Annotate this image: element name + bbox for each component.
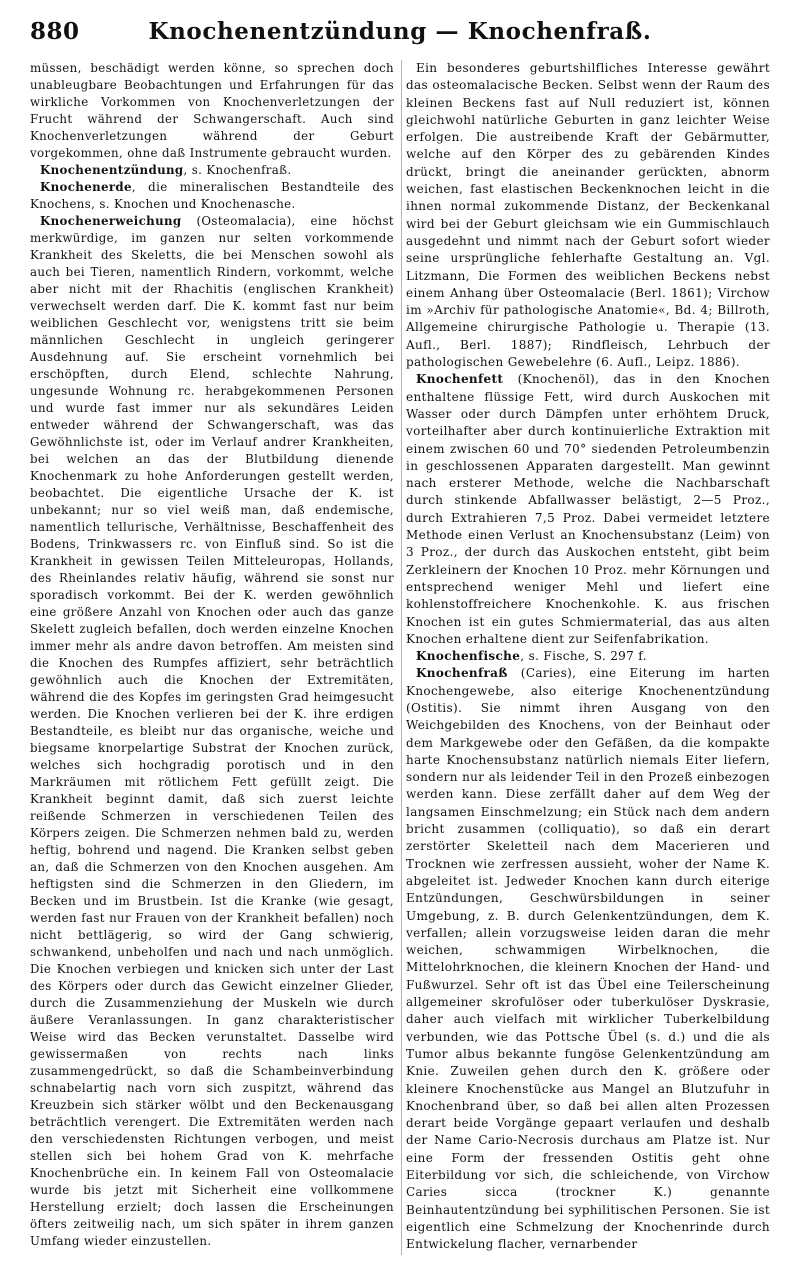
entry-text: , die mineralischen Bestandteile des Knochens, s. Knochen und Knochenasche. [30,180,394,211]
entry-text: , s. Fische, S. 297 f. [520,649,647,664]
entry-text: , s. Knochenfraß. [183,163,292,177]
headword: Knochenentzündung [40,163,184,177]
page-number: 880 [30,18,80,45]
headword: Knochenfett [416,372,504,387]
right-continuation-paragraph: Ein besonderes geburtshilfliches Interesse gewährt das osteomalacische Becken. Selbst wenn der Raum des kleinen Beckens fast auf Null reduziert ist, können gleichwohl natürliche Geburten in ganz leichter Weise erfolgen. Die austreibende Kraft der Gebärmutter, welche auf den Körper des zu gebärenden Kindes drückt, bringt die aneinander gerückten, abnorm weichen, fast elastischen Beckenknochen leicht in die ihnen normal zukommende Distanz, der Beckenkanal wird bei der Geburt gleichsam wie ein Gummischlauch ausgedehnt und nimmt nach der Geburt sofort wieder seine ursprüngliche fehlerhafte Gestaltung an. Vgl. Litzmann, Die Formen des weiblichen Beckens nebst einem Anhang über Osteomalacie (Berl. 1861); Virchow im »Archiv für pathologische Anatomie«, Bd. 4; Billroth, Allgemeine chirurgische Pathologie u. Therapie (13. Aufl., Berl. 1887); Rindfleisch, Lehrbuch der pathologischen Gewebelehre (6. Aufl., Leipz. 1886). [406,61,770,370]
headword: Knochenfraß [416,666,508,681]
headword: Knochenerweichung [40,214,182,228]
left-column [30,60,394,1265]
headword: Knochenfische [416,649,521,664]
page-header [30,10,770,56]
running-title: Knochenentzündung — Knochenfraß. [148,18,652,45]
right-column [406,60,770,1265]
entry-knochenfrass [406,665,770,1253]
entry-knochenfische [406,648,770,665]
entry-knochenerde [30,179,394,213]
headword: Knochenerde [40,180,132,194]
entry-knochenerweichung [30,213,394,1250]
column-divider [401,60,402,1255]
entry-text: (Caries), eine Eiterung im harten Knochengewebe, also eiterige Knochenentzündung (Ostitis). Sie nimmt ihren Ausgang von den Weichgebilden des Knochens, von der Beinhaut oder dem Markgewebe oder den Gefäßen, da die kompakte harte Knochensubstanz natürlich niemals Eiter liefern, sondern nur als leidender Teil in den Prozeß einbezogen werden kann. Diese zerfällt daher auf dem Weg der langsamen Einschmelzung; ein Stück nach dem andern bricht zusammen (colliquatio), so daß ein derart zerstörter Skeletteil nach dem Macerieren und Trocknen wie zerfressen aussieht, woher der Name K. abgeleitet ist. Jedweder Knochen kann durch eiterige Entzündungen, Geschwürsbildungen in seiner Umgebung, z. B. durch Gelenkentzündungen, dem K. verfallen; allein vorzugsweise leiden daran die mehr weichen, schwammigen Wirbelknochen, die Mittelohrknochen, die kleinern Knochen der Hand- und Fußwurzel. Sehr oft ist das Übel eine Teilerscheinung allgemeiner skrofulöser oder tuberkulöser Dyskrasie, daher auch vielfach mit wirklicher Tuberkelbildung verbunden, wie das Pottsche Übel (s. d.) und die als Tumor albus bekannte fungöse Gelenkentzündung am Knie. Zuweilen gehen durch den K. größere oder kleinere Knochenstücke aus Mangel an Blutzufuhr in Knochenbrand über, so daß bei allen alten Prozessen derart beide Vorgänge gepaart verlaufen und deshalb der Name Cario-Necrosis durchaus am Platze ist. Nur eine Form der fressenden Ostitis geht ohne Eiterbildung vor sich, die schleichende, von Virchow Caries sicca (trockner K.) genannte Beinhautentzündung bei syphilitischen Personen. Sie ist eigentlich eine Schmelzung der Knochenrinde durch Entwickelung flacher, vernarbender [406,666,770,1252]
left-continuation-paragraph: müssen, beschädigt werden könne, so sprechen doch unableugbare Beobachtungen und Erfahrungen für das wirkliche Vorkommen von Knochenverletzungen der Frucht während der Schwangerschaft. Auch sind Knochenverletzungen während der Geburt vorgekommen, ohne daß Instrumente gebraucht wurden. [30,61,394,160]
entry-knochenentzuendung [30,162,394,179]
entry-text: (Knochenöl), das in den Knochen enthaltene flüssige Fett, wird durch Auskochen mit Wasser oder durch Dämpfen unter erhöhtem Druck, vorteilhafter aber durch kontinuierliche Extraktion mit einem zwischen 60 und 70° siedenden Petroleumbenzin in geschlossenen Apparaten dargestellt. Man gewinnt nach ersterer Methode, welche die Nachbarschaft durch stinkende Abfallwasser belästigt, 2—5 Proz., durch Extrahieren 7,5 Proz. Dabei vermeidet letztere Methode einen Verlust an Knochensubstanz (Leim) von 3 Proz., der durch das Auskochen entsteht, gibt beim Zerkleinern der Knochen 10 Proz. mehr Körnungen und entsprechend weniger Mehl und liefert eine kohlenstoffreichere Knochenkohle. K. aus frischen Knochen ist ein gutes Schmiermaterial, das aus alten Knochen erhaltene dient zur Seifenfabrikation. [406,372,770,646]
entry-text: (Osteomalacia), eine höchst merkwürdige, im ganzen nur selten vorkommende Krankheit des Skeletts, die bei Menschen sowohl als auch bei Tieren, namentlich Rindern, vorkommt, welche aber nicht mit der Rhachitis (englischen Krankheit) verwechselt werden darf. Die K. kommt fast nur beim weiblichen Geschlecht vor, wenigstens tritt sie beim männlichen Geschlecht in ungleich geringerer Ausdehnung auf. Sie erscheint vornehmlich bei erschöpften, durch Elend, schlechte Nahrung, ungesunde Wohnung rc. herabgekommenen Personen und wurde fast immer nur als sekundäres Leiden entweder während der Schwangerschaft, was das Gewöhnlichste ist, oder im Verlauf andrer Krankheiten, bei welchen an das der Blutbildung dienende Knochenmark zu hohe Anforderungen gestellt werden, beobachtet. Die eigentliche Ursache der K. ist unbekannt; nur so viel weiß man, daß endemische, namentlich tellurische, Verhältnisse, Beschaffenheit des Bodens, Trinkwassers rc. von Einfluß sind. So ist die Krankheit in gewissen Teilen Mitteleuropas, Hollands, des Rheinlandes relativ häufig, während sie sonst nur sporadisch vorkommt. Bei der K. werden gewöhnlich eine größere Anzahl von Knochen oder auch das ganze Skelett zugleich befallen, doch werden einzelne Knochen immer mehr als andre davon betroffen. Am meisten sind die Knochen des Rumpfes affiziert, sehr beträchtlich gewöhnlich auch die Knochen der Extremitäten, während die des Kopfes im geringsten Grad heimgesucht werden. Die Knochen verlieren bei der K. ihre erdigen Bestandteile, es bleibt nur das organische, weiche und biegsame knorpelartige Substrat der Knochen zurück, welches sich hochgradig porotisch und in den Markräumen mit rötlichem Fett gefüllt zeigt. Die Krankheit beginnt damit, daß sich zuerst leichte reißende Schmerzen in verschiedenen Teilen des Körpers zeigen. Die Schmerzen nehmen bald zu, werden heftig, bohrend und nagend. Die Kranken selbst geben an, daß die Schmerzen von den Knochen ausgehen. Am heftigsten sind die Schmerzen in den Gliedern, im Becken und im Brustbein. Ist die Kranke (wie gesagt, werden fast nur Frauen von der Krankheit befallen) noch nicht bettlägerig, so wird der Gang schwierig, schwankend, unbeholfen und nach und nach unmöglich. Die Knochen verbiegen und knicken sich unter der Last des Körpers oder durch das Gewicht einzelner Glieder, durch die Zusammenziehung der Muskeln wie durch äußere Veranlassungen. In ganz charakteristischer Weise wird das Becken verunstaltet. Dasselbe wird gewissermaßen von rechts nach links zusammengedrückt, so daß die Schambeinverbindung schnabelartig nach vorn sich zuspitzt, während das Kreuzbein sich stärker wölbt und den Beckenausgang beträchtlich verengert. Die Extremitäten werden nach den verschiedensten Richtungen verbogen, und meist stellen sich bei hohem Grad von K. mehrfache Knochenbrüche ein. In keinem Fall von Osteomalacie wurde bis jetzt mit Sicherheit eine vollkommene Herstellung erzielt; doch lassen die Erscheinungen öfters zeitweilig nach, um sich später in ihrem ganzen Umfang wieder einzustellen. [30,214,394,1248]
entry-knochenfett [406,371,770,648]
